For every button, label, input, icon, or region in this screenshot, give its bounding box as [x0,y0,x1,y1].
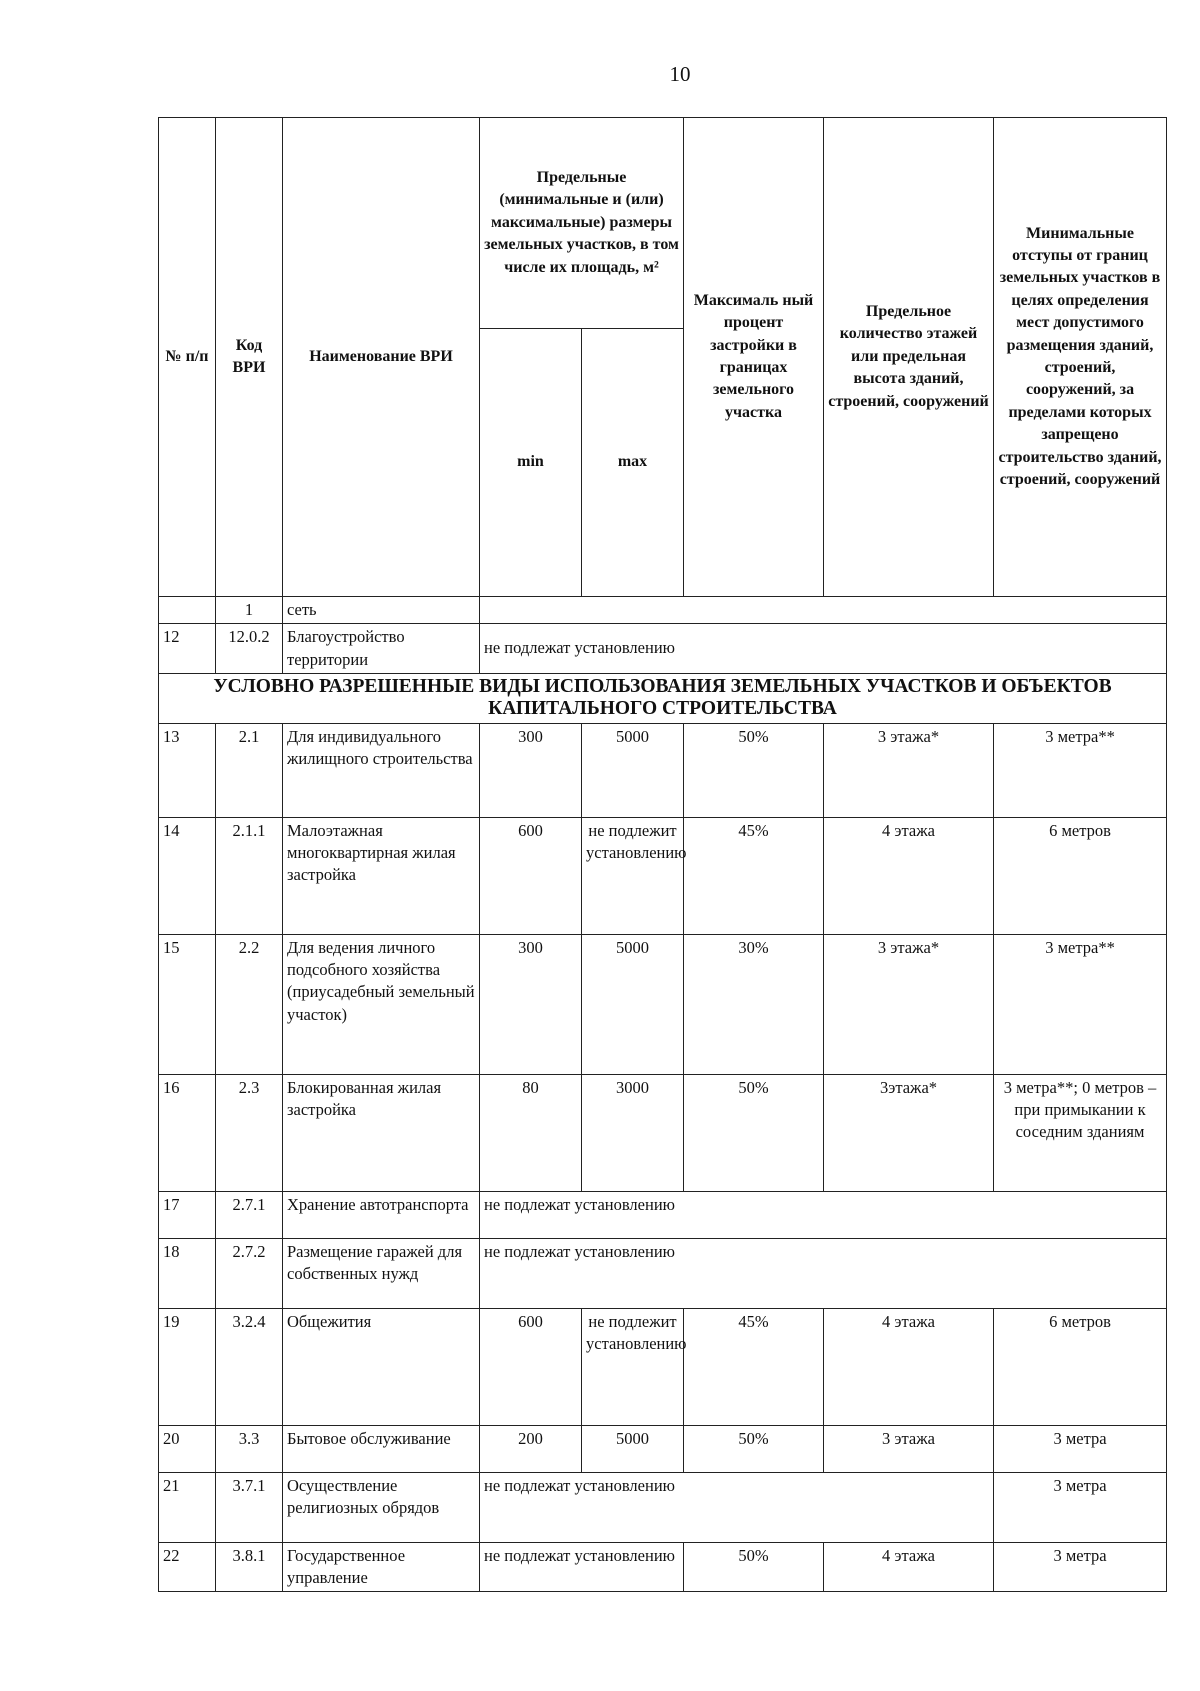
table-row [159,817,1167,934]
row-code: 2.2 [216,934,283,1074]
row-num: 15 [159,934,216,1074]
row-percent: 45% [684,817,824,934]
row-max: 3000 [582,1074,684,1191]
row-setback: 6 метров [994,1308,1167,1425]
row-name: Для ведения личного подсобного хозяйства (приусадебный земельный участок) [283,934,480,1074]
row-num: 13 [159,723,216,817]
row-code: 3.3 [216,1425,283,1472]
row-floors: 3этажа* [824,1074,994,1191]
table-row [159,624,1167,674]
row-name: Малоэтажная многоквартирная жилая застройка [283,817,480,934]
row-name: Общежития [283,1308,480,1425]
row-name: Для индивидуального жилищного строительства [283,723,480,817]
row-name: Размещение гаражей для собственных нужд [283,1238,480,1308]
row-floors: 3 этажа* [824,934,994,1074]
row-max: 5000 [582,1425,684,1472]
header-setback: Минимальные отступы от границ земельных участков в целях определения мест допустимого размещения зданий, строений, сооружений, за пределами которых запрещено строительство зданий, строений, сооружений [994,118,1167,597]
row-code: 2.3 [216,1074,283,1191]
row-max: 5000 [582,934,684,1074]
row-num: 17 [159,1191,216,1238]
row-num: 18 [159,1238,216,1308]
row-setback: 3 метра** [994,934,1167,1074]
row-num: 14 [159,817,216,934]
row-name: Бытовое обслуживание [283,1425,480,1472]
header-min: min [480,329,582,597]
row-min: 600 [480,817,582,934]
row-floors: 4 этажа [824,817,994,934]
row-floors: 3 этажа* [824,723,994,817]
row-max: не подлежит установлению [582,817,684,934]
row-code: 12.0.2 [216,624,283,674]
table-row [159,1472,1167,1542]
row-code: 2.7.1 [216,1191,283,1238]
row-name: Хранение автотранспорта [283,1191,480,1238]
row-note: не подлежат установлению [480,1191,1167,1238]
row-percent: 50% [684,1542,824,1592]
row-code: 1 [216,597,283,624]
row-max: не подлежит установлению [582,1308,684,1425]
row-num: 19 [159,1308,216,1425]
row-floors: 3 этажа [824,1425,994,1472]
row-note: не подлежат установлению [480,1542,684,1592]
header-name: Наименование ВРИ [283,118,480,597]
row-percent: 50% [684,723,824,817]
header-sizes: Предельные (минимальные и (или) максимальные) размеры земельных участков, в том числе их площадь, м² [480,118,684,329]
row-note: не подлежат установлению [480,1472,994,1542]
row-name: Блокированная жилая застройка [283,1074,480,1191]
row-setback: 3 метра**; 0 метров – при примыкании к соседним зданиям [994,1074,1167,1191]
row-name: сеть [283,597,480,624]
row-percent: 30% [684,934,824,1074]
section-title: УСЛОВНО РАЗРЕШЕННЫЕ ВИДЫ ИСПОЛЬЗОВАНИЯ ЗЕМЕЛЬНЫХ УЧАСТКОВ И ОБЪЕКТОВ КАПИТАЛЬНОГО СТРОИТЕЛЬСТВА [159,673,1167,723]
table-row [159,1425,1167,1472]
row-code: 2.7.2 [216,1238,283,1308]
row-percent: 50% [684,1425,824,1472]
table-row [159,1074,1167,1191]
row-num: 21 [159,1472,216,1542]
header-code: Код ВРИ [216,118,283,597]
row-code: 2.1.1 [216,817,283,934]
row-setback: 6 метров [994,817,1167,934]
table-row [159,1238,1167,1308]
header-max: max [582,329,684,597]
header-floors: Предельное количество этажей или предельная высота зданий, строений, сооружений [824,118,994,597]
table-row [159,597,1167,624]
row-min: 80 [480,1074,582,1191]
header-num: № п/п [159,118,216,597]
row-max: 5000 [582,723,684,817]
row-note: не подлежат установлению [480,624,1167,674]
row-code: 3.2.4 [216,1308,283,1425]
row-percent: 50% [684,1074,824,1191]
row-num: 20 [159,1425,216,1472]
row-setback: 3 метра [994,1542,1167,1592]
row-note: не подлежат установлению [480,1238,1167,1308]
row-percent: 45% [684,1308,824,1425]
page-number: 10 [669,62,691,86]
table-row [159,1191,1167,1238]
table-row [159,1308,1167,1425]
row-num: 16 [159,1074,216,1191]
table-row [159,1542,1167,1592]
row-floors: 4 этажа [824,1542,994,1592]
row-setback: 3 метра [994,1425,1167,1472]
zoning-table [158,117,1167,1592]
header-row [159,118,1167,329]
row-code: 2.1 [216,723,283,817]
row-min: 600 [480,1308,582,1425]
row-name: Благоустройство территории [283,624,480,674]
row-min: 300 [480,723,582,817]
row-name: Осуществление религиозных обрядов [283,1472,480,1542]
row-setback: 3 метра [994,1472,1167,1542]
row-code: 3.7.1 [216,1472,283,1542]
table-row [159,723,1167,817]
row-code: 3.8.1 [216,1542,283,1592]
section-row [159,673,1167,723]
row-num: 22 [159,1542,216,1592]
row-min: 300 [480,934,582,1074]
row-setback: 3 метра** [994,723,1167,817]
row-name: Государственное управление [283,1542,480,1592]
row-floors: 4 этажа [824,1308,994,1425]
header-percent: Максималь ный процент застройки в границах земельного участка [684,118,824,597]
row-min: 200 [480,1425,582,1472]
table-row [159,934,1167,1074]
row-num: 12 [159,624,216,674]
